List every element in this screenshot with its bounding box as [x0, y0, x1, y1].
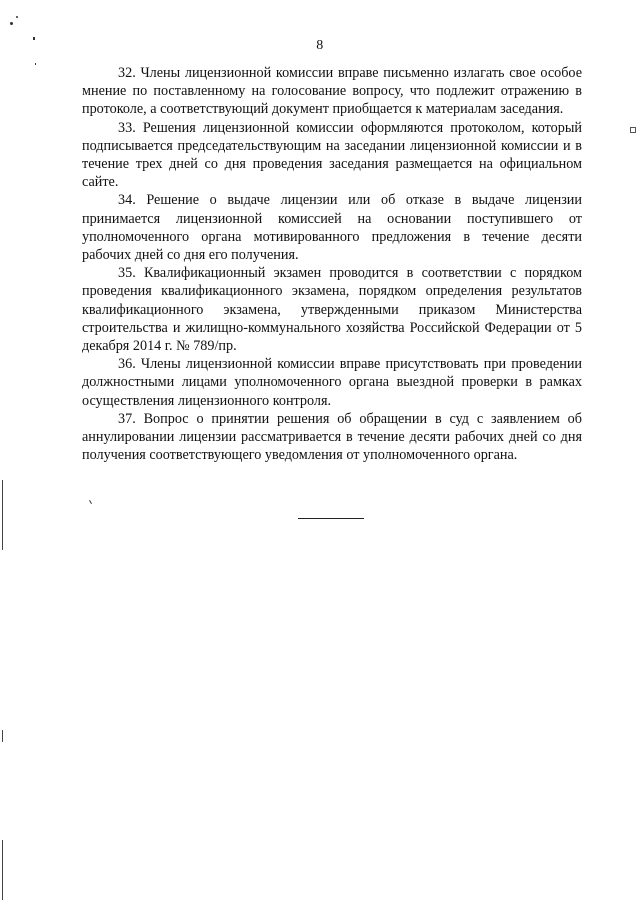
end-separator-line — [298, 518, 364, 519]
paragraph-32: 32. Члены лицензионной комиссии вправе письменно излагать свое особое мнение по поставленному на голосование вопросу, что подлежит отражению в протоколе, а соответствующий документ приобщается к материалам заседания. — [82, 65, 582, 118]
paragraph-36: 36. Члены лицензионной комиссии вправе присутствовать при проведении должностными лицами уполномоченного органа выездной проверки в рамках осуществления лицензионного контроля. — [82, 356, 582, 409]
scan-mark — [630, 127, 636, 133]
scan-edge-line — [2, 840, 3, 900]
paragraph-33: 33. Решения лицензионной комиссии оформляются протоколом, который подписывается председательствующим на заседании лицензионной комиссии и в течение трех дней со дня проведения заседания размещается на официальном сайте. — [82, 119, 582, 191]
paragraph-35: 35. Квалификационный экзамен проводится в соответствии с порядком проведения квалификационного экзамена, порядком определения результатов квалификационного экзамена, утвержденными приказом Министерства строительства и жилищно-коммунального хозяйства Российской Федерации от 5 декабря 2014 г. № 789/пр. — [82, 265, 582, 355]
scan-speck — [16, 16, 18, 18]
scan-speck — [89, 500, 92, 504]
document-body — [82, 64, 582, 464]
scan-speck — [35, 63, 36, 65]
scan-speck — [10, 22, 13, 25]
scan-edge-line — [2, 480, 3, 550]
paragraph-34: 34. Решение о выдаче лицензии или об отказе в выдаче лицензии принимается лицензионной комиссией на основании поступившего от уполномоченного органа мотивированного предложения в течение десяти рабочих дней со дня его получения. — [82, 192, 582, 264]
paragraph-37: 37. Вопрос о принятии решения об обращении в суд с заявлением об аннулировании лицензии рассматривается в течение десяти рабочих дней со дня получения соответствующего уведомления от уполномоченного органа. — [82, 410, 582, 464]
scan-edge-line — [2, 730, 3, 742]
page-number: 8 — [316, 38, 324, 53]
